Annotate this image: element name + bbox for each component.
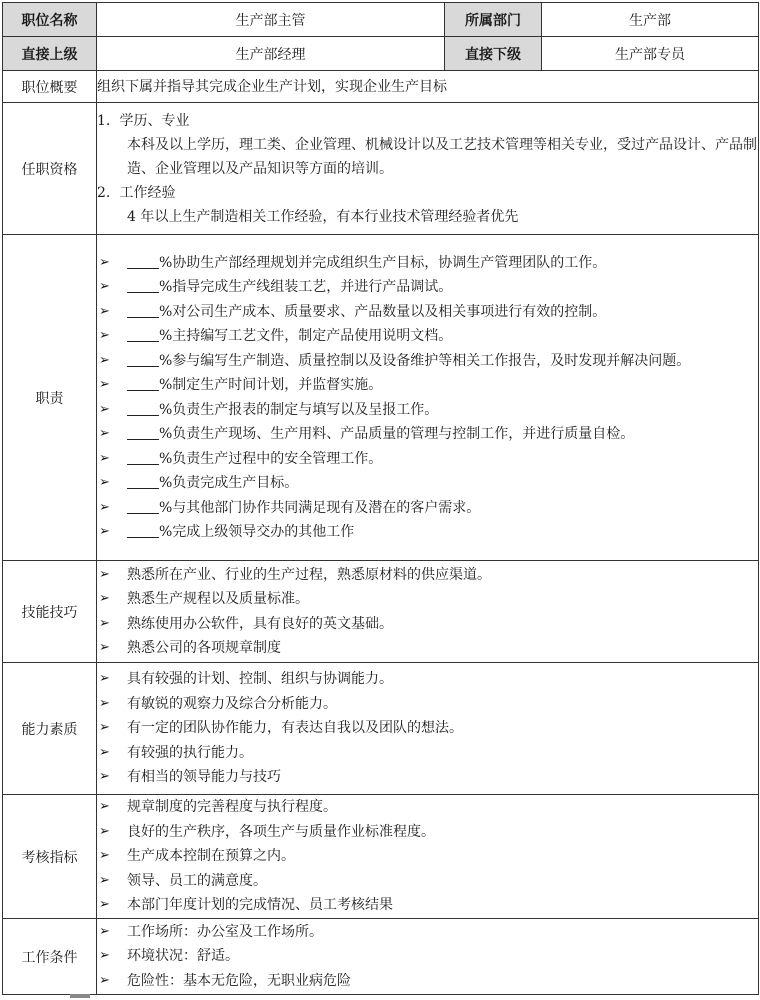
list-item-text: 本部门年度计划的完成情况、员工考核结果: [127, 897, 393, 914]
arrow-bullet-icon: ➢: [99, 450, 110, 466]
arrow-bullet-icon: ➢: [99, 377, 110, 392]
arrow-bullet-icon: ➢: [99, 744, 110, 760]
list-item-text: 熟悉所在产业、行业的生产过程，熟悉原材料的供应渠道。: [127, 566, 491, 583]
qualifications-content: [97, 103, 759, 235]
subordinate-value: 生产部专员: [542, 37, 759, 71]
skills-item: [97, 636, 758, 661]
qualification-title: 工作经验: [119, 184, 176, 201]
arrow-bullet-icon: ➢: [99, 671, 110, 687]
arrow-bullet-icon: ➢: [99, 254, 110, 270]
kpi-item: [97, 795, 758, 820]
abilities-list: [97, 667, 758, 790]
overview-label: 职位概要: [3, 71, 97, 103]
list-item-text: %制定生产时间计划，并监督实施。: [159, 377, 383, 393]
skills-item: [97, 563, 758, 588]
duties-item: [97, 300, 758, 325]
list-item-text: %与其他部门协作共同满足现有及潜在的客户需求。: [159, 499, 481, 516]
dept-value: 生产部: [542, 3, 759, 37]
skills-list: [97, 563, 758, 661]
list-item-text: 危险性：基本无危险，无职业病危险: [127, 972, 351, 989]
percentage-blank: [127, 350, 159, 367]
conditions-label: 工作条件: [3, 919, 97, 995]
superior-value: 生产部经理: [97, 37, 445, 71]
conditions-list: [97, 920, 758, 994]
list-item-text: 生产成本控制在预算之内。: [127, 848, 295, 865]
list-item-text: 规章制度的完善程度与执行程度。: [127, 799, 337, 816]
percentage-blank: [127, 276, 159, 293]
kpi-row: [3, 795, 759, 919]
list-item-text: 领导、员工的满意度。: [127, 872, 267, 889]
duties-item: [97, 471, 758, 496]
arrow-bullet-icon: ➢: [99, 475, 110, 490]
arrow-bullet-icon: ➢: [99, 923, 110, 939]
list-item-text: 具有较强的计划、控制、组织与协调能力。: [127, 671, 393, 688]
arrow-bullet-icon: ➢: [99, 615, 110, 631]
arrow-bullet-icon: ➢: [99, 848, 110, 864]
duties-label: 职责: [3, 235, 97, 561]
list-item-text: %参与编写生产制造、质量控制以及设备维护等相关工作报告，及时发现并解决问题。: [159, 352, 691, 369]
overview-text: 组织下属并指导其完成企业生产计划，实现企业生产目标: [97, 71, 759, 103]
qualification-num: 2.: [97, 184, 111, 201]
arrow-bullet-icon: ➢: [99, 640, 110, 655]
arrow-bullet-icon: ➢: [99, 328, 110, 343]
conditions-item: [97, 969, 758, 994]
conditions-item: [97, 920, 758, 945]
list-item-text: 良好的生产秩序，各项生产与质量作业标准程度。: [127, 823, 435, 840]
page-footer-mark: [70, 994, 90, 998]
arrow-bullet-icon: ➢: [99, 499, 110, 515]
conditions-item: [97, 944, 758, 969]
list-item-text: 有一定的团队协作能力，有表达自我以及团队的想法。: [127, 720, 463, 737]
kpi-item: [97, 820, 758, 845]
duties-list: [97, 251, 758, 545]
arrow-bullet-icon: ➢: [99, 352, 110, 368]
arrow-bullet-icon: ➢: [99, 426, 110, 441]
superior-label: 直接上级: [3, 37, 97, 71]
duties-item: [97, 324, 758, 349]
duties-item: [97, 373, 758, 398]
list-item-text: 有较强的执行能力。: [127, 744, 253, 761]
abilities-item: [97, 692, 758, 717]
abilities-label: 能力素质: [3, 663, 97, 795]
abilities-item: [97, 765, 758, 790]
list-item-text: %协助生产部经理规划并完成组织生产目标，协调生产管理团队的工作。: [159, 254, 607, 271]
duties-item: [97, 447, 758, 472]
percentage-blank: [127, 325, 159, 342]
arrow-bullet-icon: ➢: [99, 720, 110, 736]
duties-item: [97, 520, 758, 545]
arrow-bullet-icon: ➢: [99, 799, 110, 815]
arrow-bullet-icon: ➢: [99, 872, 110, 888]
list-item-text: %主持编写工艺文件，制定产品使用说明文档。: [159, 328, 453, 344]
duties-row: [3, 235, 759, 561]
arrow-bullet-icon: ➢: [99, 566, 110, 582]
percentage-blank: [127, 497, 159, 514]
abilities-content: [97, 663, 759, 795]
arrow-bullet-icon: ➢: [99, 972, 110, 988]
skills-row: [3, 561, 759, 663]
kpi-item: [97, 869, 758, 894]
percentage-blank: [127, 521, 159, 538]
duties-item: [97, 496, 758, 521]
arrow-bullet-icon: ➢: [99, 524, 110, 539]
arrow-bullet-icon: ➢: [99, 823, 110, 839]
arrow-bullet-icon: ➢: [99, 897, 110, 913]
arrow-bullet-icon: ➢: [99, 948, 110, 964]
header-row-1: [3, 3, 759, 37]
kpi-item: [97, 844, 758, 869]
position-value: 生产部主管: [97, 3, 445, 37]
duties-item: [97, 251, 758, 276]
conditions-row: [3, 919, 759, 995]
duties-item: [97, 275, 758, 300]
abilities-item: [97, 741, 758, 766]
arrow-bullet-icon: ➢: [99, 769, 110, 785]
percentage-blank: [127, 472, 159, 489]
duties-content: [97, 235, 759, 561]
skills-item: [97, 612, 758, 637]
list-item-text: %指导完成生产线组装工艺，并进行产品调试。: [159, 279, 453, 295]
list-item-text: %负责生产现场、生产用料、产品质量的管理与控制工作，并进行质量自检。: [159, 426, 635, 442]
skills-label: 技能技巧: [3, 561, 97, 663]
list-item-text: %完成上级领导交办的其他工作: [159, 524, 355, 540]
subordinate-label: 直接下级: [445, 37, 542, 71]
percentage-blank: [127, 423, 159, 440]
list-item-text: 环境状况：舒适。: [127, 948, 239, 965]
percentage-blank: [127, 399, 159, 416]
arrow-bullet-icon: ➢: [99, 591, 110, 606]
skills-content: [97, 561, 759, 663]
percentage-blank: [127, 374, 159, 391]
duties-item: [97, 422, 758, 447]
header-row-2: [3, 37, 759, 71]
list-item-text: 熟悉生产规程以及质量标准。: [127, 591, 309, 607]
qualification-num: 1.: [97, 112, 111, 129]
position-label: 职位名称: [3, 3, 97, 37]
qualifications-label: 任职资格: [3, 103, 97, 235]
list-item-text: %对公司生产成本、质量要求、产品数量以及相关事项进行有效的控制。: [159, 303, 607, 320]
percentage-blank: [127, 252, 159, 269]
abilities-item: [97, 716, 758, 741]
qualification-title: 学历、专业: [119, 112, 190, 129]
kpi-list: [97, 795, 758, 918]
list-item-text: 熟悉公司的各项规章制度: [127, 640, 281, 656]
qualification-detail: 4 年以上生产制造相关工作经验，有本行业技术管理经验者优先: [127, 208, 519, 225]
conditions-content: [97, 919, 759, 995]
arrow-bullet-icon: ➢: [99, 279, 110, 294]
qualification-detail: 本科及以上学历，理工类、企业管理、机械设计以及工艺技术管理等相关专业，受过产品设计、产品制造、企业管理以及产品知识等方面的培训。: [127, 136, 757, 177]
list-item-text: %负责完成生产目标。: [159, 475, 299, 491]
list-item-text: 有敏锐的观察力及综合分析能力。: [127, 695, 337, 712]
list-item-text: 有相当的领导能力与技巧: [127, 769, 281, 786]
list-item-text: %负责生产报表的制定与填写以及呈报工作。: [159, 401, 439, 418]
kpi-label: 考核指标: [3, 795, 97, 919]
arrow-bullet-icon: ➢: [99, 303, 110, 319]
arrow-bullet-icon: ➢: [99, 401, 110, 417]
kpi-item: [97, 893, 758, 918]
kpi-content: [97, 795, 759, 919]
qualification-item-2: [97, 181, 758, 205]
qualification-item-1: [97, 109, 758, 133]
percentage-blank: [127, 301, 159, 318]
list-item-text: 工作场所：办公室及工作场所。: [127, 923, 323, 940]
percentage-blank: [127, 448, 159, 465]
dept-label: 所属部门: [445, 3, 542, 37]
arrow-bullet-icon: ➢: [99, 695, 110, 711]
abilities-item: [97, 667, 758, 692]
skills-item: [97, 587, 758, 612]
qualifications-row: [3, 103, 759, 235]
abilities-row: [3, 663, 759, 795]
list-item-text: 熟练使用办公软件，具有良好的英文基础。: [127, 615, 393, 632]
duties-item: [97, 349, 758, 374]
job-description-table: [2, 2, 759, 995]
duties-item: [97, 398, 758, 423]
list-item-text: %负责生产过程中的安全管理工作。: [159, 450, 383, 467]
overview-row: [3, 71, 759, 103]
